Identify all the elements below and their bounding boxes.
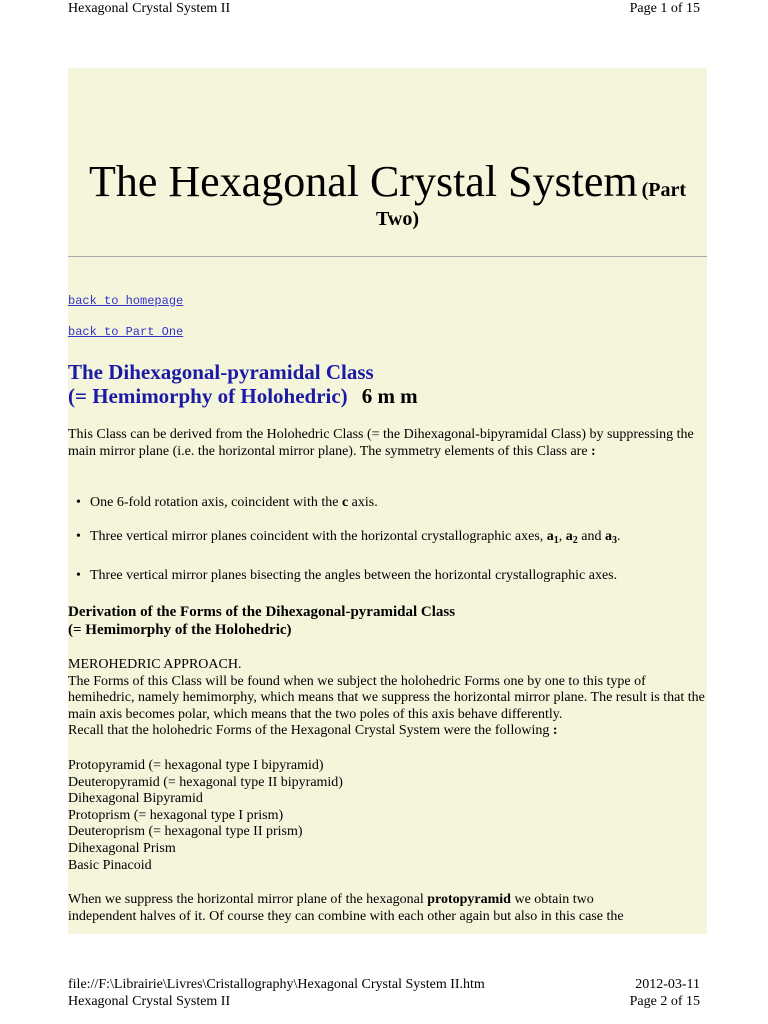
list-item: Dihexagonal Prism xyxy=(68,840,176,856)
intro-colon: : xyxy=(591,443,596,459)
forms-list xyxy=(68,758,707,874)
page-title xyxy=(68,157,707,206)
final-paragraph: When we suppress the horizontal mirror plane of the hexagonal protopyramid we obtain two independent halves of it. Of course they can combine with each other again but also in this case the xyxy=(68,892,624,924)
title-part-b: Two) xyxy=(376,208,419,230)
divider xyxy=(68,256,707,257)
approach-label: MEROHEDRIC APPROACH. xyxy=(68,657,242,672)
page-content xyxy=(68,68,707,934)
intro-paragraph xyxy=(68,427,707,460)
list-item: • Three vertical mirror planes coincident with the horizontal crystallographic axes, $a_1$, $a_2$ and $a_3$. xyxy=(90,529,621,546)
intro-text: This Class can be derived from the Holohedric Class (= the Dihexagonal-bipyramidal Class) by suppressing the main mirror plane (i.e. the horizontal mirror plane). The symmetry elements of this Class are xyxy=(68,427,694,459)
approach-text: The Forms of this Class will be found when we subject the holohedric Forms one by one to this type of hemihedric, namely hemimorphy, which means that we suppress the horizontal mirror plane. The result is that the main axis becomes polar, which means that the two poles of this axis behave differently. xyxy=(68,673,705,722)
list-item: Dihexagonal Bipyramid xyxy=(68,791,203,807)
section-heading-line2: (= Hemimorphy of Holohedric) xyxy=(68,384,348,408)
back-to-homepage-link[interactable]: back to homepage xyxy=(68,294,184,308)
class-symbol: 6 m m xyxy=(361,384,418,408)
section-heading-line1: The Dihexagonal-pyramidal Class xyxy=(68,360,374,384)
derivation-heading-line2: (= Hemimorphy of the Holohedric) xyxy=(68,622,292,638)
title-main: The Hexagonal Crystal System xyxy=(88,157,638,206)
section-heading xyxy=(68,360,418,408)
header-doc-title: Hexagonal Crystal System II xyxy=(68,1,231,16)
merohedric-paragraph xyxy=(68,657,707,740)
list-item: • Three vertical mirror planes bisecting the angles between the horizontal crystallographic axes. xyxy=(90,568,617,584)
back-to-part-one-link[interactable]: back to Part One xyxy=(68,325,184,339)
list-item: Basic Pinacoid xyxy=(68,857,152,873)
header-page-label: Page 1 of 15 xyxy=(629,1,700,16)
list-item: Deuteropyramid (= hexagonal type II bipyramid) xyxy=(68,774,343,790)
footer-page-label: Page 2 of 15 xyxy=(629,994,700,1009)
footer-date: 2012-03-11 xyxy=(635,977,700,992)
list-item: Protoprism (= hexagonal type I prism) xyxy=(68,807,284,823)
list-item: Deuteroprism (= hexagonal type II prism) xyxy=(68,824,303,840)
list-item: • One 6-fold rotation axis, coincident with the c axis. xyxy=(90,495,378,511)
footer-path: file://F:\Librairie\Livres\Cristallography\Hexagonal Crystal System II.htm xyxy=(68,977,485,992)
footer-doc-title: Hexagonal Crystal System II xyxy=(68,994,231,1009)
list-item: Protopyramid (= hexagonal type I bipyramid) xyxy=(68,758,324,773)
derivation-heading xyxy=(68,603,455,639)
title-part-a: (Part xyxy=(641,179,687,201)
recall-text: Recall that the holohedric Forms of the Hexagonal Crystal System were the following : xyxy=(68,723,558,739)
derivation-heading-line1: Derivation of the Forms of the Dihexagonal-pyramidal Class xyxy=(68,604,456,620)
